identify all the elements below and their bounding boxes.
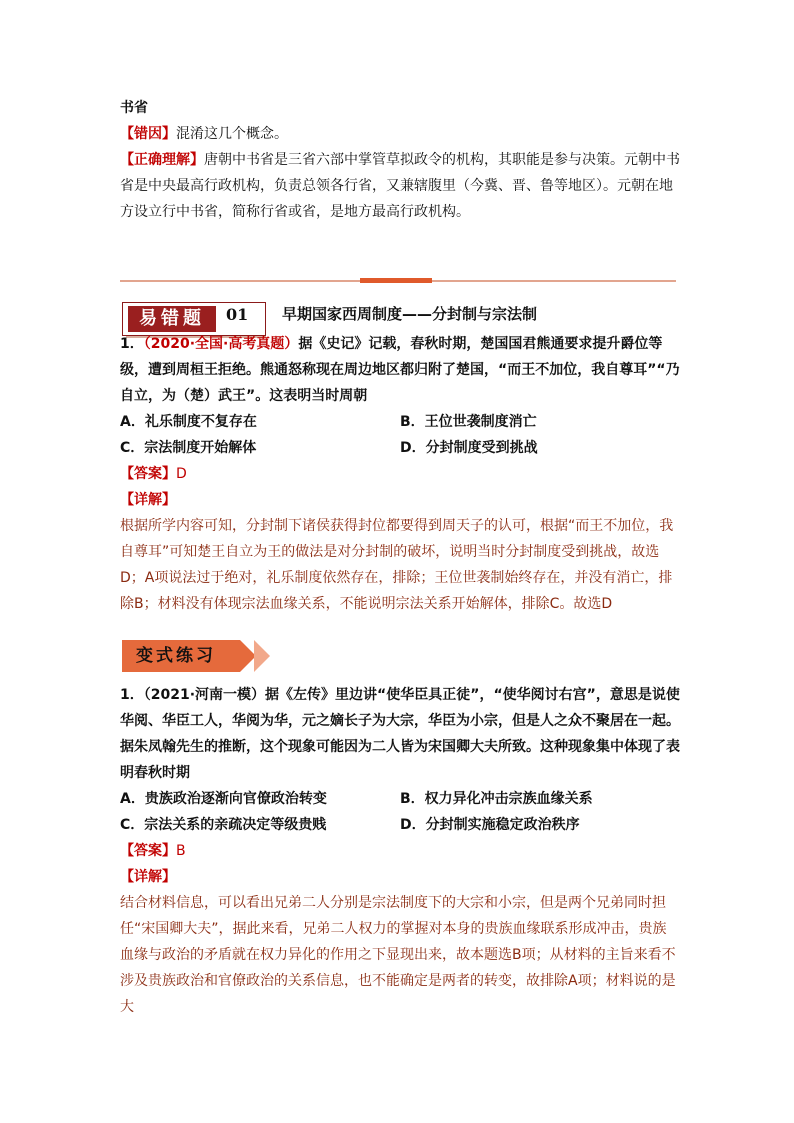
options-row-2	[120, 812, 680, 838]
options-row-1	[120, 786, 680, 812]
options-row-2	[120, 435, 680, 461]
answer-line	[120, 461, 680, 487]
divider-accent	[360, 278, 432, 283]
option-a: A．礼乐制度不复存在	[120, 414, 257, 430]
option-c: C．宗法关系的亲疏决定等级贵贱	[120, 817, 327, 833]
zhengque-label: 【正确理解】	[120, 152, 204, 168]
arrow-icon-secondary	[254, 640, 270, 672]
cuoyin-label: 【错因】	[120, 126, 176, 142]
option-c: C．宗法制度开始解体	[120, 440, 257, 456]
option-d: D．分封制度受到挑战	[400, 440, 538, 456]
zhengque-paragraph	[120, 147, 680, 225]
option-a: A．贵族政治逐渐向官僚政治转变	[120, 791, 327, 807]
question-2	[120, 682, 680, 1020]
tag-label: 易错题	[128, 306, 216, 332]
detail-label: 【详解】	[120, 869, 176, 885]
detail-label: 【详解】	[120, 492, 176, 508]
question-stem	[120, 331, 680, 409]
question-stem	[120, 682, 680, 786]
top-section	[120, 95, 680, 225]
cuoyin-text: 混淆这几个概念。	[176, 126, 288, 142]
fragment-line: 书省	[120, 100, 148, 116]
question-text: 据《左传》里边讲“使华臣具正徒”，“使华阅讨右宫”，意思是说使华阅、华臣工人，华阅为华，元之嫡长子为大宗，华臣为小宗，但是人之众不聚居在一起。据朱凤翰先生的推断，这个现象可能因为二人皆为宋国卿大夫所致。这种现象集中体现了表明春秋时期	[120, 687, 680, 781]
answer-label: 【答案】	[120, 843, 176, 859]
option-b: B．权力异化冲击宗族血缘关系	[400, 791, 593, 807]
answer-label: 【答案】	[120, 466, 176, 482]
detail-text: 结合材料信息，可以看出兄弟二人分别是宗法制度下的大宗和小宗，但是两个兄弟同时担任“宋国卿大夫”，据此来看，兄弟二人权力的掌握对本身的贵族血缘联系形成冲击，贵族血缘与政治的矛盾就在权力异化的作用之下显现出来，故本题选B项；从材料的主旨来看不涉及贵族政治和官僚政治的关系信息，也不能确定是两者的转变，故排除A项；材料说的是大	[120, 895, 676, 1015]
cuoyin-paragraph	[120, 121, 680, 147]
answer-value: B	[176, 843, 186, 859]
zhengque-text: 唐朝中书省是三省六部中掌管草拟政令的机构，其职能是参与决策。元朝中书省是中央最高行政机构，负责总领各行省，又兼辖腹里（今冀、晋、鲁等地区）。元朝在地方设立行中书省，简称行省或省，是地方最高行政机构。	[120, 152, 680, 220]
answer-value: D	[176, 466, 187, 482]
question-number: 1．	[120, 687, 144, 703]
question-source: （2020·全国·高考真题）	[143, 336, 299, 352]
detail-text: 根据所学内容可知，分封制下诸侯获得封位都要得到周天子的认可，根据“而王不加位，我自尊耳”可知楚王自立为王的做法是对分封制的破坏，说明当时分封制度受到挑战，故选D；A项说法过于绝对，礼乐制度依然存在，排除；王位世袭制始终存在，并没有消亡，排除B；材料没有体现宗法血缘关系，不能说明宗法关系开始解体，排除C。故选D	[120, 518, 674, 612]
answer-line	[120, 838, 680, 864]
option-b: B．王位世袭制度消亡	[400, 414, 537, 430]
question-1	[120, 331, 680, 617]
tag-number: 01	[226, 305, 249, 324]
question-number: 1．	[120, 336, 144, 352]
variant-practice-tag	[122, 640, 272, 672]
question-text: 据《史记》记载，春秋时期，楚国国君熊通要求提升爵位等级，遭到周桓王拒绝。熊通怒称现在周边地区都归附了楚国，“而王不加位，我自尊耳”“乃自立，为（楚）武王”。这表明当时周朝	[120, 336, 680, 404]
options-row-1	[120, 409, 680, 435]
question-source: （2021·河南一模）	[143, 687, 266, 703]
section-topic: 早期国家西周制度——分封制与宗法制	[282, 305, 538, 323]
option-d: D．分封制实施稳定政治秩序	[400, 817, 580, 833]
tag-label: 变式练习	[122, 640, 240, 672]
